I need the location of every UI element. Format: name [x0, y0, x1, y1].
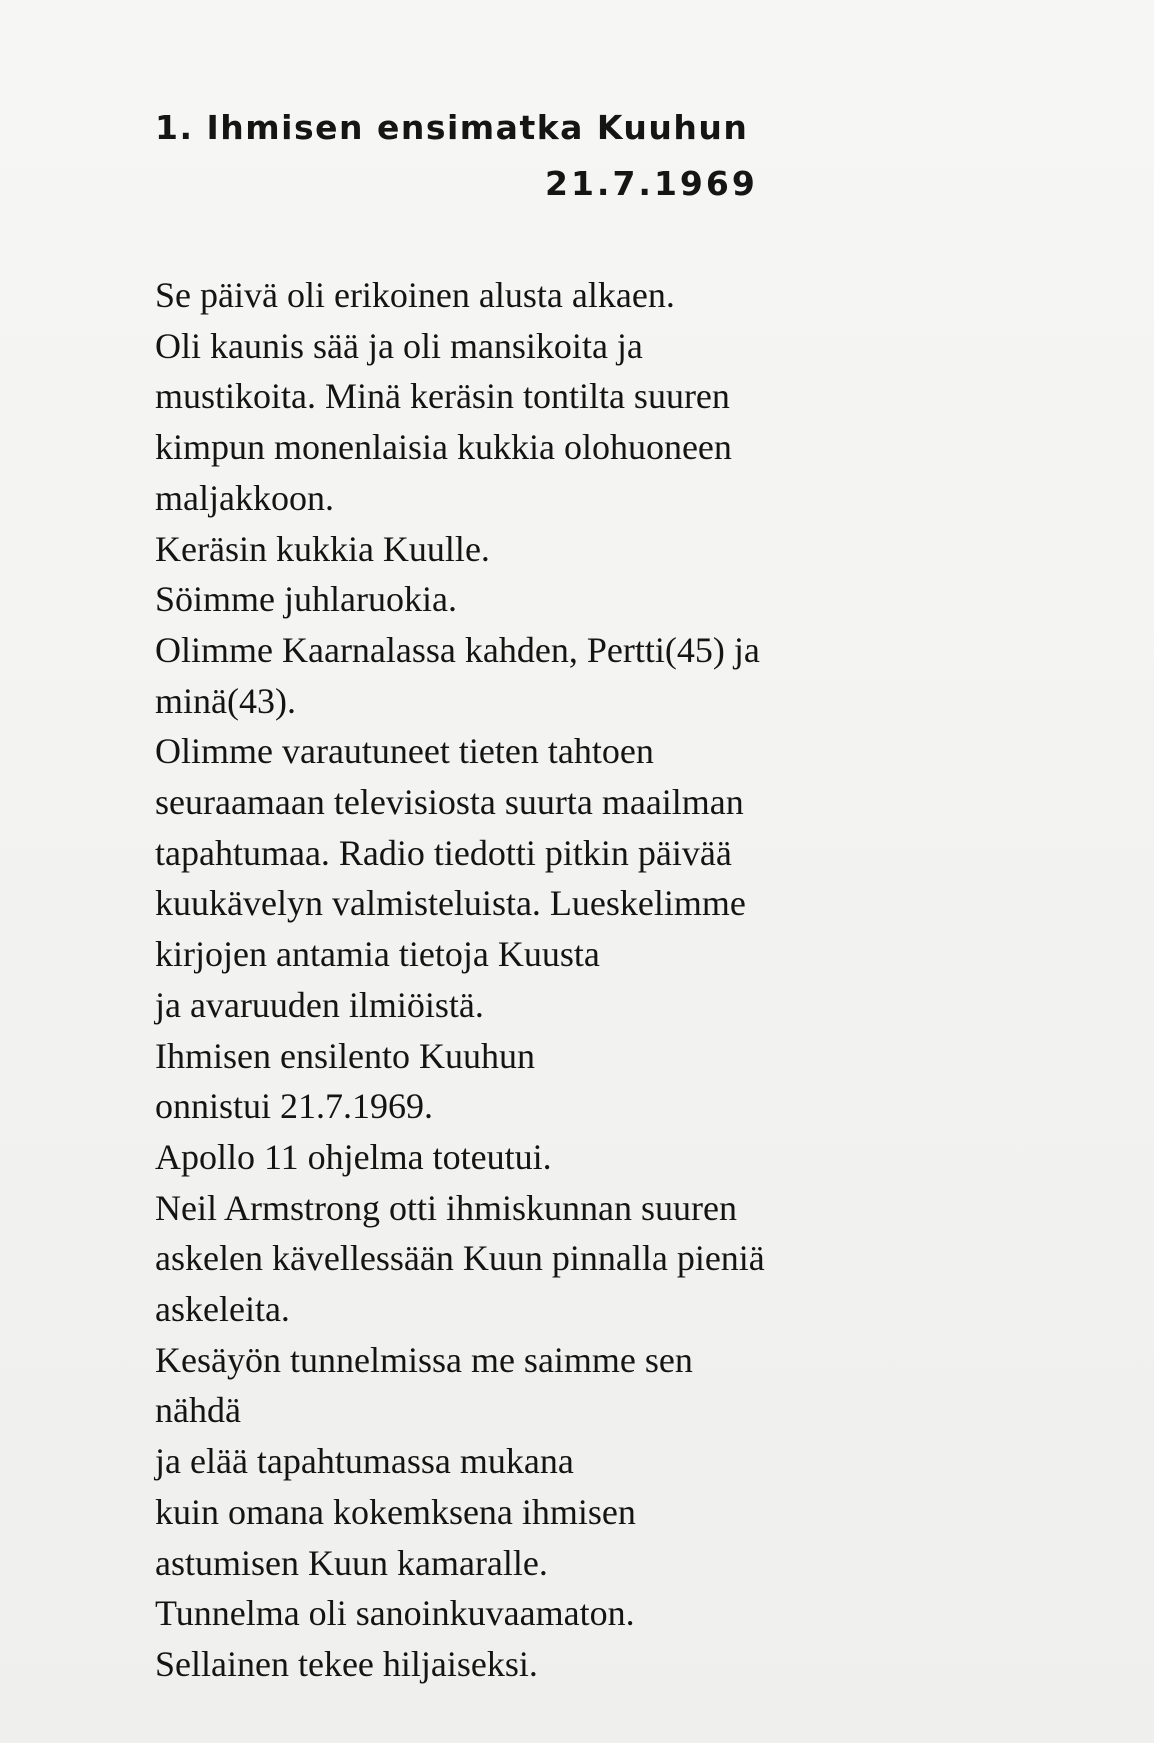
- title-date: 21.7.1969: [545, 164, 758, 203]
- text-line: minä(43).: [155, 680, 296, 721]
- title-block: [155, 108, 955, 203]
- text-line: Apollo 11 ohjelma toteutui.: [155, 1136, 552, 1177]
- text-line: Tunnelma oli sanoinkuvaamaton.: [155, 1593, 635, 1634]
- text-line: maljakkoon.: [155, 477, 334, 518]
- text-line: kuin omana kokemksena ihmisen: [155, 1491, 636, 1532]
- page-title: 1. Ihmisen ensimatka Kuuhun: [155, 108, 749, 147]
- text-line: Ihmisen ensilento Kuuhun: [155, 1035, 535, 1076]
- text-line: seuraamaan televisiosta suurta maailman: [155, 782, 744, 823]
- text-line: Neil Armstrong otti ihmiskunnan suuren: [155, 1187, 737, 1228]
- text-line: Olimme varautuneet tieten tahtoen: [155, 731, 654, 772]
- text-line: Se päivä oli erikoinen alusta alkaen.: [155, 275, 675, 315]
- text-line: nähdä: [155, 1390, 241, 1431]
- text-line: kuukävelyn valmisteluista. Lueskelimme: [155, 883, 746, 924]
- text-line: ja avaruuden ilmiöistä.: [155, 984, 484, 1025]
- body-text: [155, 270, 1005, 1690]
- text-line: kirjojen antamia tietoja Kuusta: [155, 934, 600, 975]
- text-line: Olimme Kaarnalassa kahden, Pertti(45) ja: [155, 629, 760, 670]
- text-line: askeleita.: [155, 1289, 290, 1330]
- text-line: Sellainen tekee hiljaiseksi.: [155, 1643, 538, 1684]
- text-line: kimpun monenlaisia kukkia olohuoneen: [155, 427, 732, 468]
- text-line: tapahtumaa. Radio tiedotti pitkin päivää: [155, 832, 732, 873]
- text-line: ja elää tapahtumassa mukana: [155, 1441, 574, 1482]
- text-line: askelen kävellessään Kuun pinnalla pieniä: [155, 1238, 765, 1279]
- text-line: onnistui 21.7.1969.: [155, 1086, 434, 1127]
- text-line: mustikoita. Minä keräsin tontilta suuren: [155, 376, 730, 417]
- text-line: astumisen Kuun kamaralle.: [155, 1542, 548, 1583]
- text-line: Söimme juhlaruokia.: [155, 579, 457, 620]
- text-line: Kesäyön tunnelmissa me saimme sen: [155, 1339, 693, 1380]
- text-line: Oli kaunis sää ja oli mansikoita ja: [155, 325, 643, 366]
- text-line: Keräsin kukkia Kuulle.: [155, 528, 490, 569]
